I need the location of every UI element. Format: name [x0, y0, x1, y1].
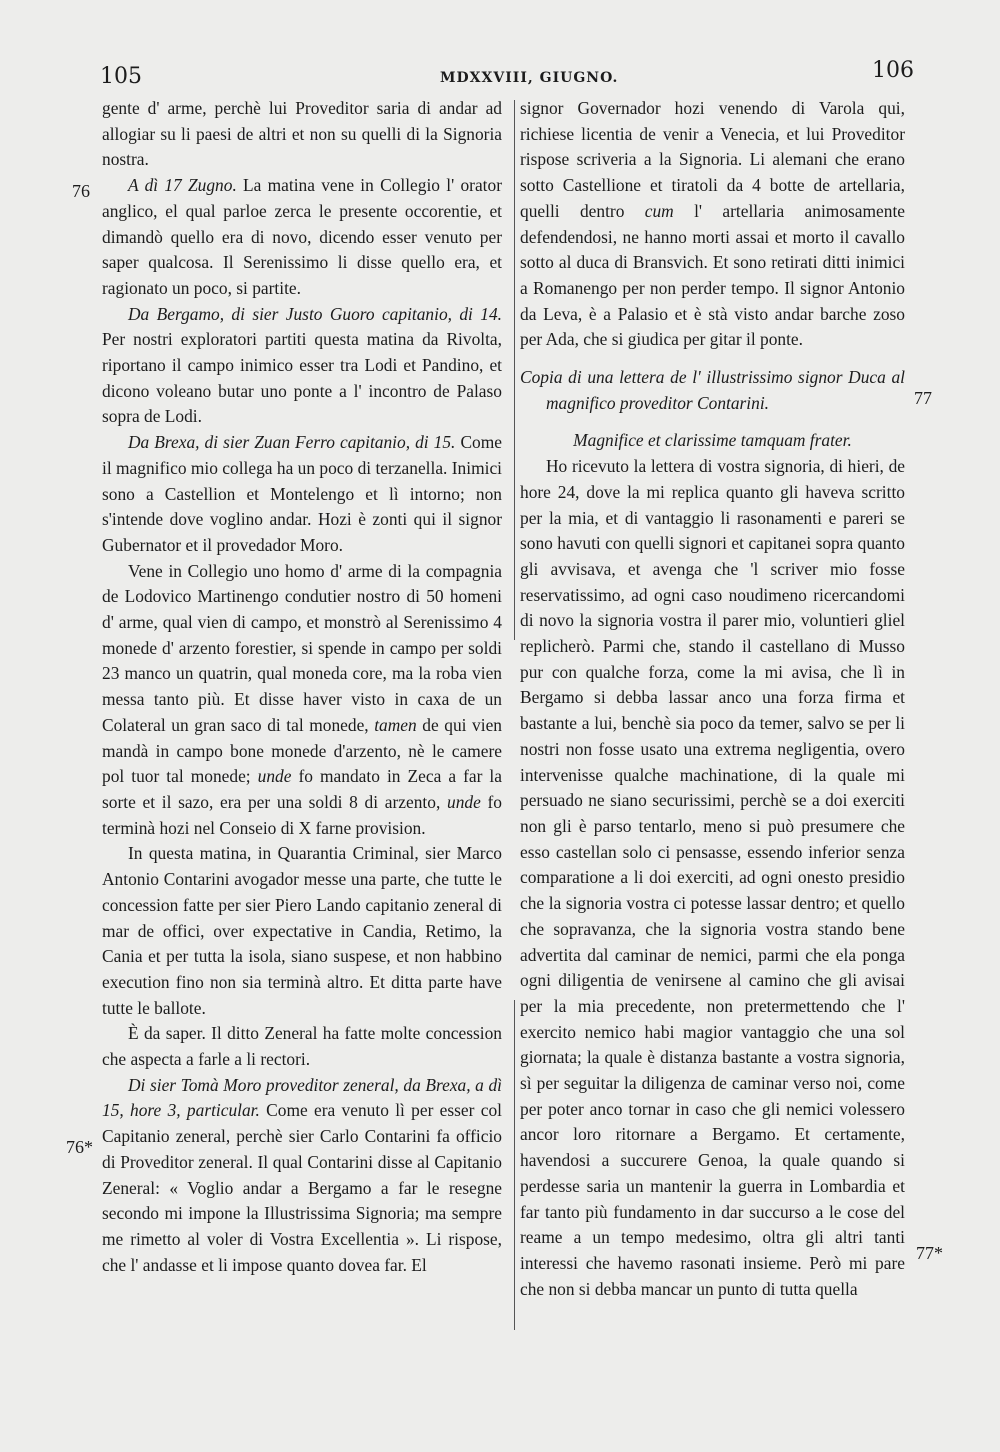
paragraph — [520, 96, 905, 353]
letter-salutation: Magnifice et clarissime tamquam frater. — [573, 430, 852, 451]
column-divider — [514, 100, 515, 640]
latin-word: unde — [257, 766, 292, 787]
paragraph: gente d' arme, perchè lui Proveditor saria di andar ad allogiar su li paesi de altri et non su quelli di la Signoria nostra. — [102, 98, 502, 170]
paragraph-text: Per nostri exploratori partiti questa matina da Rivolta, riportano il campo inimico esser tra Lodi et Pandino, et dicono voleano butar uno ponte a l' incontro de Palaso sopra de Lodi. — [102, 329, 502, 427]
paragraph-text: Come il magnifico mio collega ha un poco di terzanella. Inimici sono a Castellion et Montelengo et lì intorno; non s'intende dove voglino andar. Hozi è zonti qui il signor Gubernator et il provedador Moro. — [102, 432, 502, 555]
margin-note-77-star: 77* — [916, 1243, 943, 1263]
paragraph — [102, 559, 502, 842]
entry-heading: Da Brexa, di sier Zuan Ferro capitanio, di 15. — [128, 432, 456, 453]
margin-note-76: 76 — [72, 181, 90, 201]
paragraph-text: fo terminà hozi nel Conseio di X farne provision. — [102, 791, 502, 838]
margin-note-77: 77 — [914, 388, 932, 408]
paragraph — [102, 302, 502, 431]
margin-note-76-star: 76* — [66, 1137, 93, 1157]
page-number-right: 106 — [872, 58, 914, 83]
paragraph: In questa matina, in Quarantia Criminal, sier Marco Antonio Contarini avogador messe una parte, che tutte le concession fatte per sier Piero Lando capitanio zeneral di mar de offici, over expectative in Candia, Retimo, la Cania et per tutta la isola, siano suspese, et non habbino execution fino non sia terminà altro. Et ditta parte have tutte le ballote. — [102, 843, 502, 1018]
entry-heading: Da Bergamo, di sier Justo Guoro capitanio, di 14. — [128, 303, 502, 324]
entry-heading: Di sier Tomà Moro proveditor zeneral, da Brexa, a dì 15, hore 3, particular. — [102, 1074, 502, 1121]
paragraph-text: de qui vien mandà in campo bone monede d'arzento, nè le camere pol tuor tal monede; — [102, 714, 502, 787]
paragraph-text: Come era venuto lì per esser col Capitanio zeneral, perchè sier Carlo Contarini fa officio di Proveditor zeneral. Il qual Contarini disse al Capitanio Zeneral: « Voglio andar a Bergamo a far le resegne secondo mi impone la Illustrissima Signoria; ma sempre me rimetto al voler di Vostra Excellentia ». Li rispose, che l' andasse et li impose quanto dovea far. El — [102, 1100, 502, 1275]
left-column — [102, 96, 502, 1278]
latin-word: unde — [447, 791, 481, 812]
latin-word: cum — [644, 200, 674, 221]
paragraph-text: fo mandato in Zeca a far la sorte et il sazo, era per una soldi 8 di arzento, — [102, 766, 502, 812]
column-divider-lower — [514, 1000, 515, 1330]
paragraph-text: l' artellaria animosamente defendendosi, ne hanno morti assai et morto il cavallo sotto al duca di Bransvich. Et sono retirati ditti inimici a Romanengo per non perder tempo. Il signor Antonio da Leva, è a Palasio et è stà visto andar barche zoso per Ada, che si giudica per gitar il ponte. — [520, 200, 905, 350]
latin-word: tamen — [374, 714, 417, 735]
entry-heading: A dì 17 Zugno. — [128, 175, 237, 196]
letter-body: Ho ricevuto la lettera di vostra signoria, di hieri, de hore 24, dove la mi replica quanto gli haveva scritto per la mia, et di vantaggio li rasonamenti e pareri se sono havuti con quelli signori et capitanei sopra quanto gli avvisava, et avenga che 'l scriver mio fosse reservatissimo, ad ogni caso noudimeno ricercandomi di novo la signoria vostra il parer mio, voluntieri gliel replicherò. Parmi che, stando il castellano di Musso pur con qualche forza, come la mi avisa, che lì in Bergamo si debba lassar anco una forza firma et bastante a lui, benchè sia poco da temer, salvo se per li nostri non fosse usato una extrema negligentia, overo intervenisse qualche machinatione, di la quale mi persuado ne siano securissimi, perchè se a doi exerciti non gli è parso tentarlo, meno si può presumere che esso castellan solo ci pensasse, essendo inferior senza comparatione a li doi exerciti, ad ogni onesto presidio che la signoria vostra ci potesse lassar dentro; et quello che sopravanza, che la signoria vostra stando bene advertita dal caminar de nemici, parmi che ela ponga ogni diligentia de venirsene al camino che gli avisai per la mia precedente, non pretermettendo che l' exercito nemico habi magior vantaggio che una sol giornata; la quale è distanza bastante a vostra signoria, sì per seguitar la diligenza de caminar verso noi, come per poter anco tornar in caso che gli nemici volessero ancor loro ritornare a Bergamo. Et certamente, havendosi a succurere Genoa, la quale quando si perdesse saria un mantenir la guerra in Lombardia et far tanto più fundamento in dar succurso a le cose del reame a un tempo medesimo, oltra gli altri tanti interessi che havemo rasonati insieme. Però mi pare che non si debba mancar un punto di tutta quella — [520, 456, 905, 1299]
paragraph-text: La matina vene in Collegio l' orator anglico, el qual parloe zerca le presente occorentie, et dimandò quello era di novo, dicendo esser venuto per saper qualcosa. Il Serenissimo li disse quello era, et ragionato un poco, si partite. — [102, 175, 502, 298]
paragraph — [102, 1073, 502, 1279]
letter-title: Copia di una lettera de l' illustrissimo signor Duca al magnifico proveditor Contarini. — [520, 367, 905, 413]
paragraph — [102, 173, 502, 302]
paragraph: È da saper. Il ditto Zeneral ha fatte molte concession che aspecta a farle a li rectori. — [102, 1023, 502, 1070]
right-column — [520, 96, 905, 1302]
paragraph-text: signor Governador hozi venendo di Varola qui, richiese licentia de venir a Venecia, et lui Proveditor rispose scriveria a la Signoria. Li alemani che erano sotto Castellione et tiratoli da 4 botte de artellaria, quelli dentro — [520, 98, 905, 221]
page-number-left: 105 — [100, 64, 142, 89]
paragraph-text: Vene in Collegio uno homo d' arme di la compagnia de Lodovico Martinengo condutier nostro di 50 homeni d' arme, qual vien di campo, et monstrò al Serenissimo 4 monede d' arzento forestier, si spende in campo per soldi 23 manco un quatrin, qual moneda core, ma la roba vien messa tanto più. Et disse haver visto in caxa de un Colateral un gran saco di tal monede, — [102, 560, 502, 735]
paragraph — [102, 430, 502, 559]
running-header: MDXXVIII, GIUGNO. — [440, 70, 619, 86]
